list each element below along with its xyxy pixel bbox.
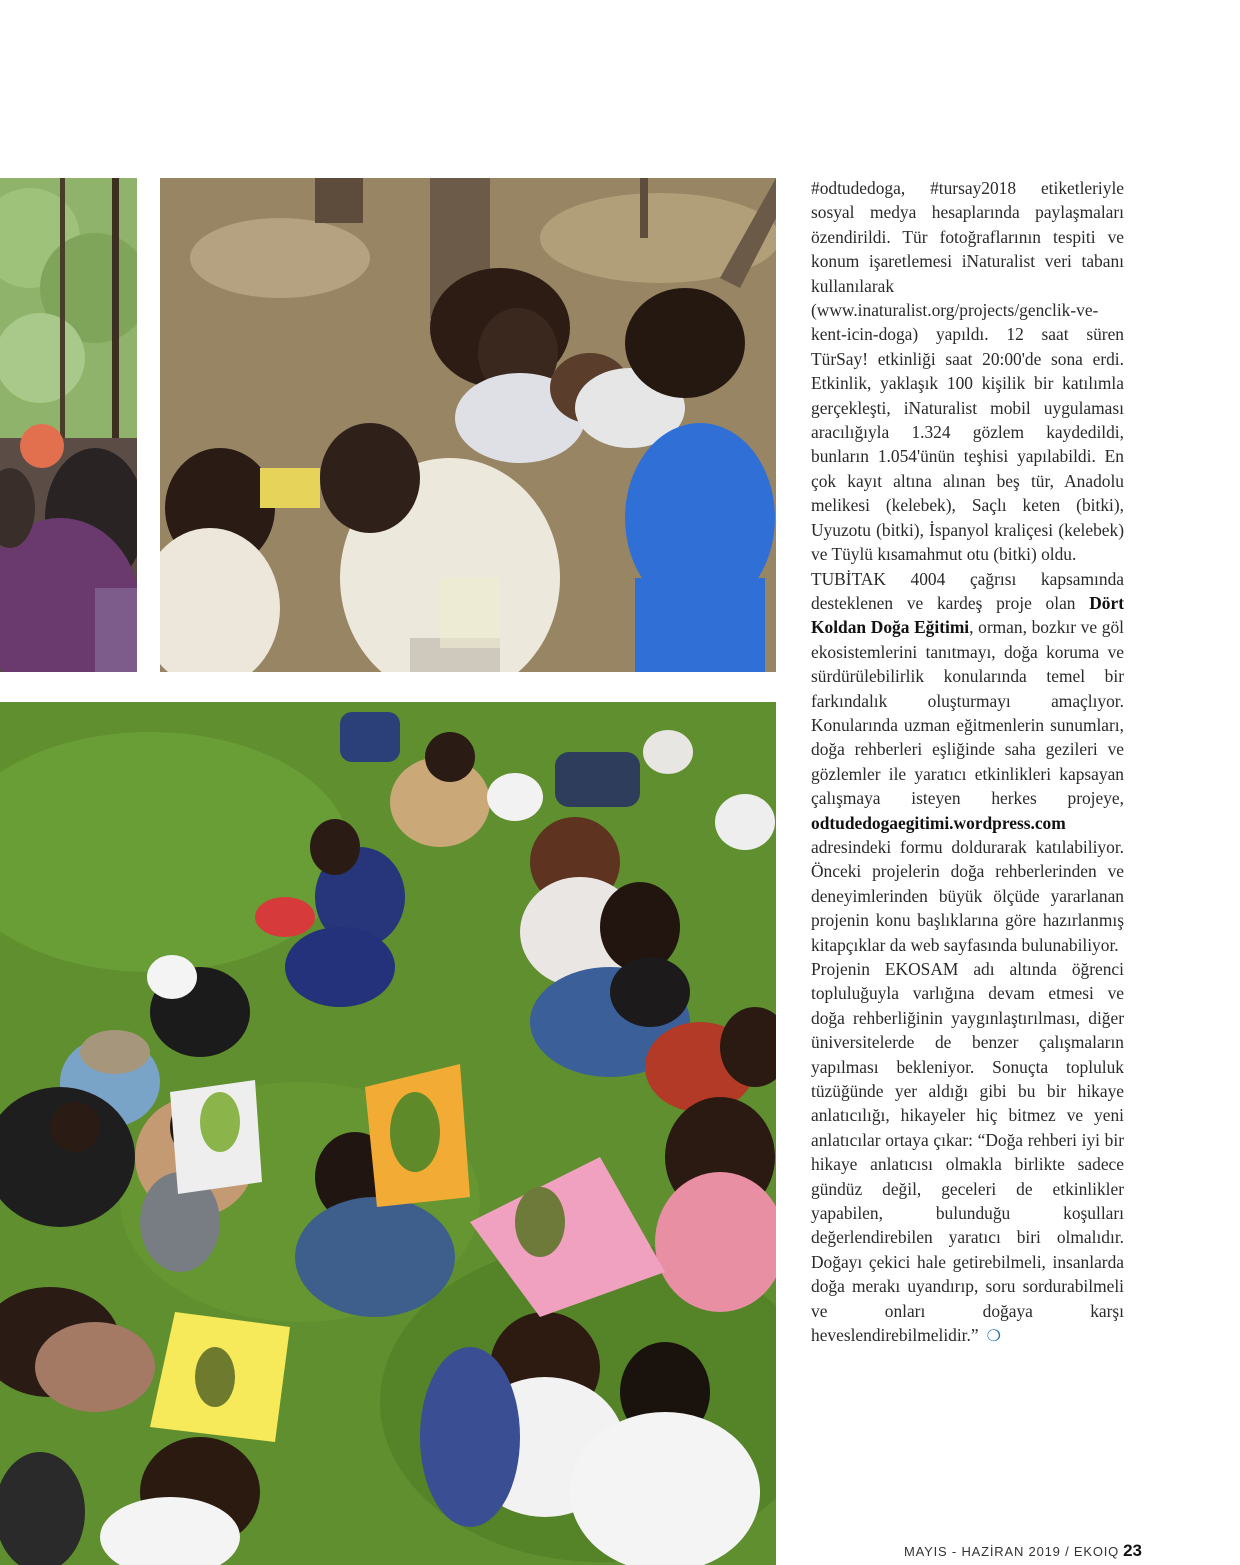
page-number: 23	[1123, 1541, 1142, 1560]
page-footer	[904, 1541, 1142, 1561]
photo-children-forest	[160, 178, 776, 672]
issue-label: MAYIS - HAZİRAN 2019 / EKOIQ	[904, 1544, 1120, 1559]
project-name: Dört Koldan Doğa Eğitimi	[811, 592, 1124, 638]
end-of-article-icon: ❍	[986, 1326, 1001, 1346]
paragraph-dort-koldan-body: , orman, bozkır ve göl ekosistemlerini tanıtmayı, doğa koruma ve sürdürülebilirlik konularında temel bir farkındalık oluşturmayı amaçlıyor. Konularında uzman eğitmenlerin sunumları, doğa rehberleri eşliğinde saha gezileri ve gözlemler ile yaratıcı etkinlikleri kapsayan çalışmaya isteyen herkes projeye,	[811, 617, 1124, 809]
paragraph-ekosam	[811, 957, 1124, 1349]
paragraph-dort-koldan-end: adresindeki formu doldurarak katılabiliyor. Önceki projelerin doğa rehberlerinden ve deneyimlerinden büyük ölçüde yararlanan projenin konu başlıklarına göre hazırlanmış kitapçıklar da web sayfasında bulunabiliyor.	[811, 836, 1124, 955]
paragraph-dort-koldan-intro: TUBİTAK 4004 çağrısı kapsamında desteklenen ve kardeş proje olan	[811, 568, 1124, 613]
paragraph-tursay: #odtudedoga, #tursay2018 etiketleriyle sosyal medya hesaplarında paylaşmaları özendirildi. Tür fotoğraflarının tespiti ve konum işaretlemesi iNaturalist veri tabanı kullanılarak (www.inaturalist.org/projects/genclik-ve-kent-icin-doga) yapıldı. 12 saat süren TürSay! etkinliği saat 20:00'de sona erdi. Etkinlik, yaklaşık 100 kişilik bir katılımla gerçekleşti, iNaturalist mobil uygulaması aracılığıyla 1.324 gözlem kaydedildi, bunların 1.054'ünün teşhisi yapılabildi. En çok kayıt altına alınan beş tür, Anadolu melikesi (kelebek), Saçlı keten (bitki), Uyuzotu (bitki), İspanyol kraliçesi (kelebek) ve Tüylü kısamahmut otu (bitki) oldu.	[811, 178, 1124, 565]
photo-group-on-grass	[0, 702, 776, 1565]
paragraph-ekosam-text: Projenin EKOSAM adı altında öğrenci topluluğuyla varlığına devam etmesi ve doğa rehberliğinin yaygınlaştırılması, diğer üniversitelerde de benzer çalışmaların yapılması bekleniyor. Sonuçta topluluk tüzüğünde yer aldığı gibi bu bir hikaye anlatıcılığı, hikayeler hiç bitmez ve yeni anlatıcılar ortaya çıkar: “Doğa rehberi iyi bir hikaye anlatıcısı olmakla birlikte sadece gündüz değil, geceleri de etkinlikler yapabilen, bulunduğu koşulları değerlendirebilen yaratıcı biri olmalıdır. Doğayı çekici hale getirebilmeli, insanlarda doğa merakı uyandırıp, soru sordurabilmeli ve onları doğaya karşı heveslendirebilmelidir.”	[811, 959, 1124, 1346]
project-website-link[interactable]: odtudedogaegitimi.wordpress.com	[811, 812, 1066, 833]
paragraph-dort-koldan	[811, 567, 1124, 958]
photo-forest-group-left	[0, 178, 137, 672]
article-body	[811, 176, 1124, 1349]
